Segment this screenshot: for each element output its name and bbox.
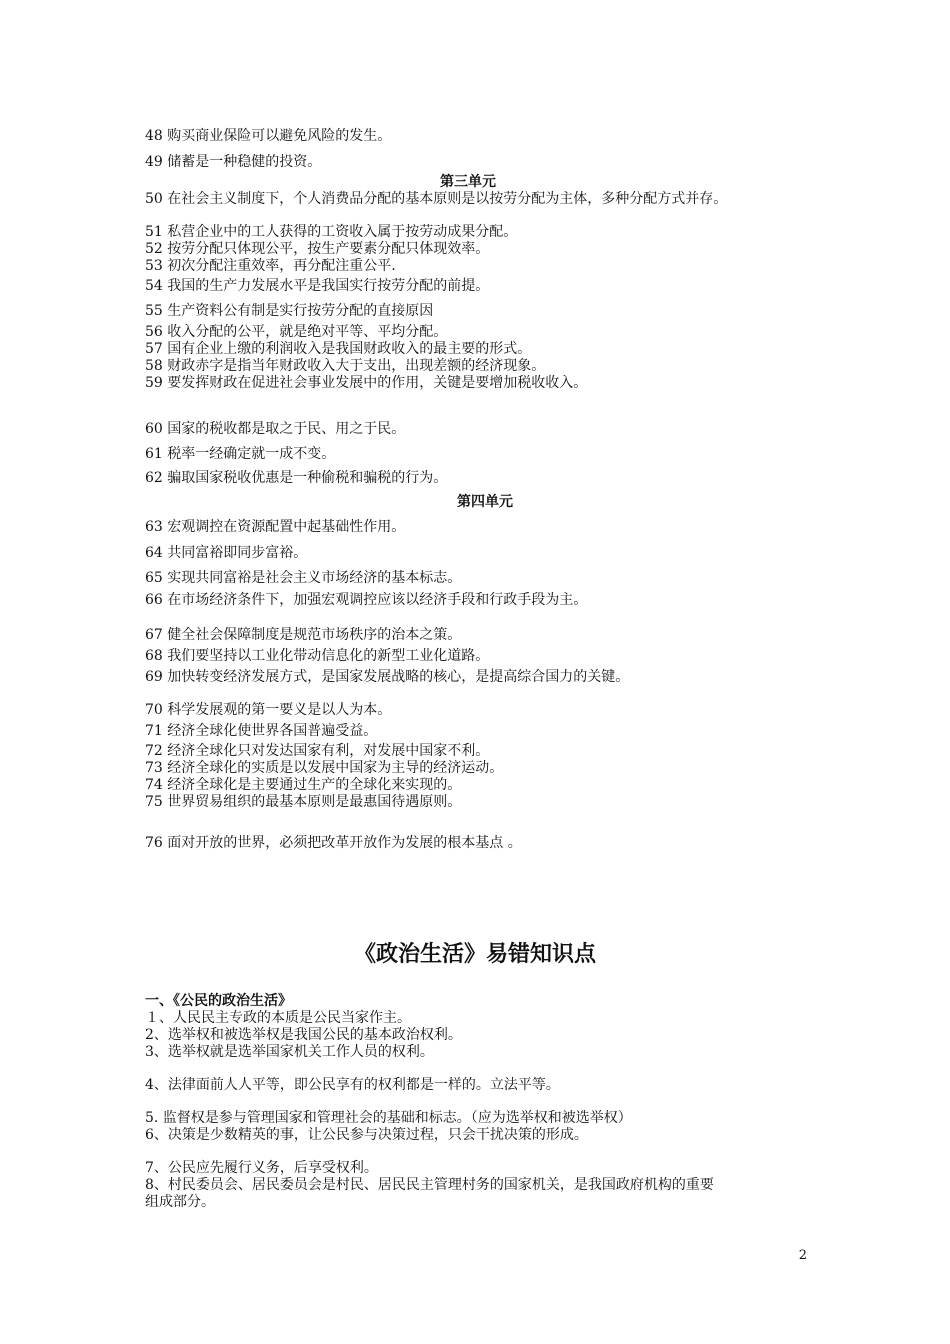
item-58: 58 财政赤字是指当年财政收入大于支出，出现差额的经济现象。 xyxy=(145,358,546,374)
item-66: 66 在市场经济条件下，加强宏观调控应该以经济手段和行政手段为主。 xyxy=(145,592,588,608)
political-item-6: 6、决策是少数精英的事，让公民参与决策过程，只会干扰决策的形成。 xyxy=(145,1127,588,1143)
item-70: 70 科学发展观的第一要义是以人为本。 xyxy=(145,702,392,718)
item-61: 61 税率一经确定就一成不变。 xyxy=(145,446,336,462)
item-71: 71 经济全球化使世界各国普遍受益。 xyxy=(145,723,378,739)
political-item-3: 3、选举权就是选举国家机关工作人员的权利。 xyxy=(145,1044,434,1060)
political-item-8: 8、村民委员会、居民委员会是村民、居民民主管理村务的国家机关，是我国政府机构的重要 xyxy=(145,1177,714,1193)
item-72: 72 经济全球化只对发达国家有利，对发展中国家不利。 xyxy=(145,743,490,759)
item-59: 59 要发挥财政在促进社会事业发展中的作用，关键是要增加税收收入。 xyxy=(145,375,588,391)
item-74: 74 经济全球化是主要通过生产的全球化来实现的。 xyxy=(145,777,462,793)
unit-4-heading: 第四单元 xyxy=(457,494,513,510)
item-68: 68 我们要坚持以工业化带动信息化的新型工业化道路。 xyxy=(145,648,490,664)
part-1-heading: 一、《公民的政治生活》 xyxy=(145,993,292,1009)
item-73: 73 经济全球化的实质是以发展中国家为主导的经济运动。 xyxy=(145,760,504,776)
item-51: 51 私营企业中的工人获得的工资收入属于按劳动成果分配。 xyxy=(145,224,518,240)
page-number: 2 xyxy=(798,1248,807,1263)
item-76: 76 面对开放的世界，必须把改革开放作为发展的根本基点 。 xyxy=(145,835,522,851)
item-69: 69 加快转变经济发展方式，是国家发展战略的核心，是提高综合国力的关键。 xyxy=(145,669,630,685)
political-item-8-continuation: 组成部分。 xyxy=(145,1194,215,1210)
item-57: 57 国有企业上缴的利润收入是我国财政收入的最主要的形式。 xyxy=(145,341,532,357)
item-64: 64 共同富裕即同步富裕。 xyxy=(145,545,308,561)
item-63: 63 宏观调控在资源配置中起基础性作用。 xyxy=(145,519,406,535)
political-item-4: 4、法律面前人人平等，即公民享有的权利都是一样的。立法平等。 xyxy=(145,1077,560,1093)
item-67: 67 健全社会保障制度是规范市场秩序的治本之策。 xyxy=(145,627,462,643)
item-75: 75 世界贸易组织的最基本原则是最惠国待遇原则。 xyxy=(145,794,462,810)
item-60: 60 国家的税收都是取之于民、用之于民。 xyxy=(145,421,406,437)
item-56: 56 收入分配的公平，就是绝对平等、平均分配。 xyxy=(145,324,448,340)
political-item-7: 7、公民应先履行义务，后享受权利。 xyxy=(145,1160,378,1176)
item-54: 54 我国的生产力发展水平是我国实行按劳分配的前提。 xyxy=(145,278,490,294)
item-65: 65 实现共同富裕是社会主义市场经济的基本标志。 xyxy=(145,570,462,586)
political-item-2: 2、选举权和被选举权是我国公民的基本政治权利。 xyxy=(145,1027,462,1043)
item-48: 48 购买商业保险可以避免风险的发生。 xyxy=(145,128,392,144)
item-49: 49 储蓄是一种稳健的投资。 xyxy=(145,154,322,170)
item-50: 50 在社会主义制度下，个人消费品分配的基本原则是以按劳分配为主体，多种分配方式并存。 xyxy=(145,191,728,207)
item-62: 62 骗取国家税收优惠是一种偷税和骗税的行为。 xyxy=(145,470,448,486)
item-52: 52 按劳分配只体现公平，按生产要素分配只体现效率。 xyxy=(145,241,490,257)
political-item-1: １、人民民主专政的本质是公民当家作主。 xyxy=(145,1010,411,1026)
political-item-5: 5. 监督权是参与管理国家和管理社会的基础和标志。（应为选举权和被选举权） xyxy=(145,1110,632,1126)
unit-3-heading: 第三单元 xyxy=(440,174,496,190)
political-section-title: 《政治生活》易错知识点 xyxy=(353,941,596,967)
item-55: 55 生产资料公有制是实行按劳分配的直接原因 xyxy=(145,303,434,319)
item-53: 53 初次分配注重效率，再分配注重公平. xyxy=(145,258,396,274)
